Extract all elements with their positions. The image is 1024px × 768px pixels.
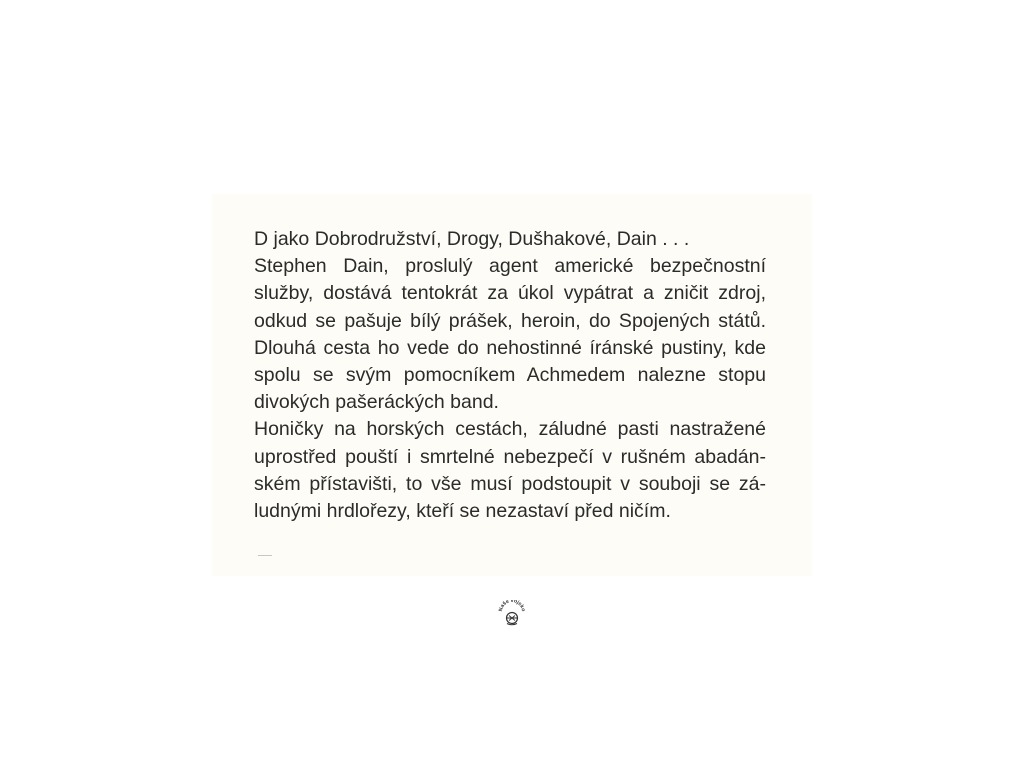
publisher-logo-text: Naše vojsko bbox=[498, 600, 526, 613]
blurb-line: ském přístavišti, to vše musí podstoupit v souboji se zá- bbox=[254, 472, 766, 495]
blurb-line: služby, dostává tentokrát za úkol vypátrat a zničit zdroj, bbox=[254, 282, 766, 305]
blurb-line: Honičky na horských cestách, záludné pasti nastražené bbox=[254, 418, 766, 441]
blurb-line: uprostřed pouští i smrtelné nebezpečí v rušném abadán- bbox=[254, 445, 766, 468]
blurb-line: D jako Dobrodružství, Drogy, Dušhakové, Dain . . . bbox=[254, 228, 690, 250]
publisher-logo-graphic bbox=[498, 600, 526, 628]
blurb-line: ludnými hrdlořezy, kteří se nezastaví před ničím. bbox=[254, 500, 671, 523]
blurb-line: odkud se pašuje bílý prášek, heroin, do Spojených států. bbox=[254, 309, 766, 332]
blurb-line: divokých pašeráckých band. bbox=[254, 391, 499, 414]
blurb-line: Dlouhá cesta ho vede do nehostinné íránské pustiny, kde bbox=[254, 336, 766, 359]
publisher-logo-icon bbox=[498, 600, 526, 628]
book-back-cover bbox=[212, 194, 812, 576]
scan-mark bbox=[258, 555, 272, 556]
blurb-text bbox=[254, 226, 766, 525]
blurb-line: Stephen Dain, proslulý agent americké bezpečnostní bbox=[254, 255, 766, 278]
blurb-line: spolu se svým pomocníkem Achmedem nalezne stopu bbox=[254, 364, 766, 387]
